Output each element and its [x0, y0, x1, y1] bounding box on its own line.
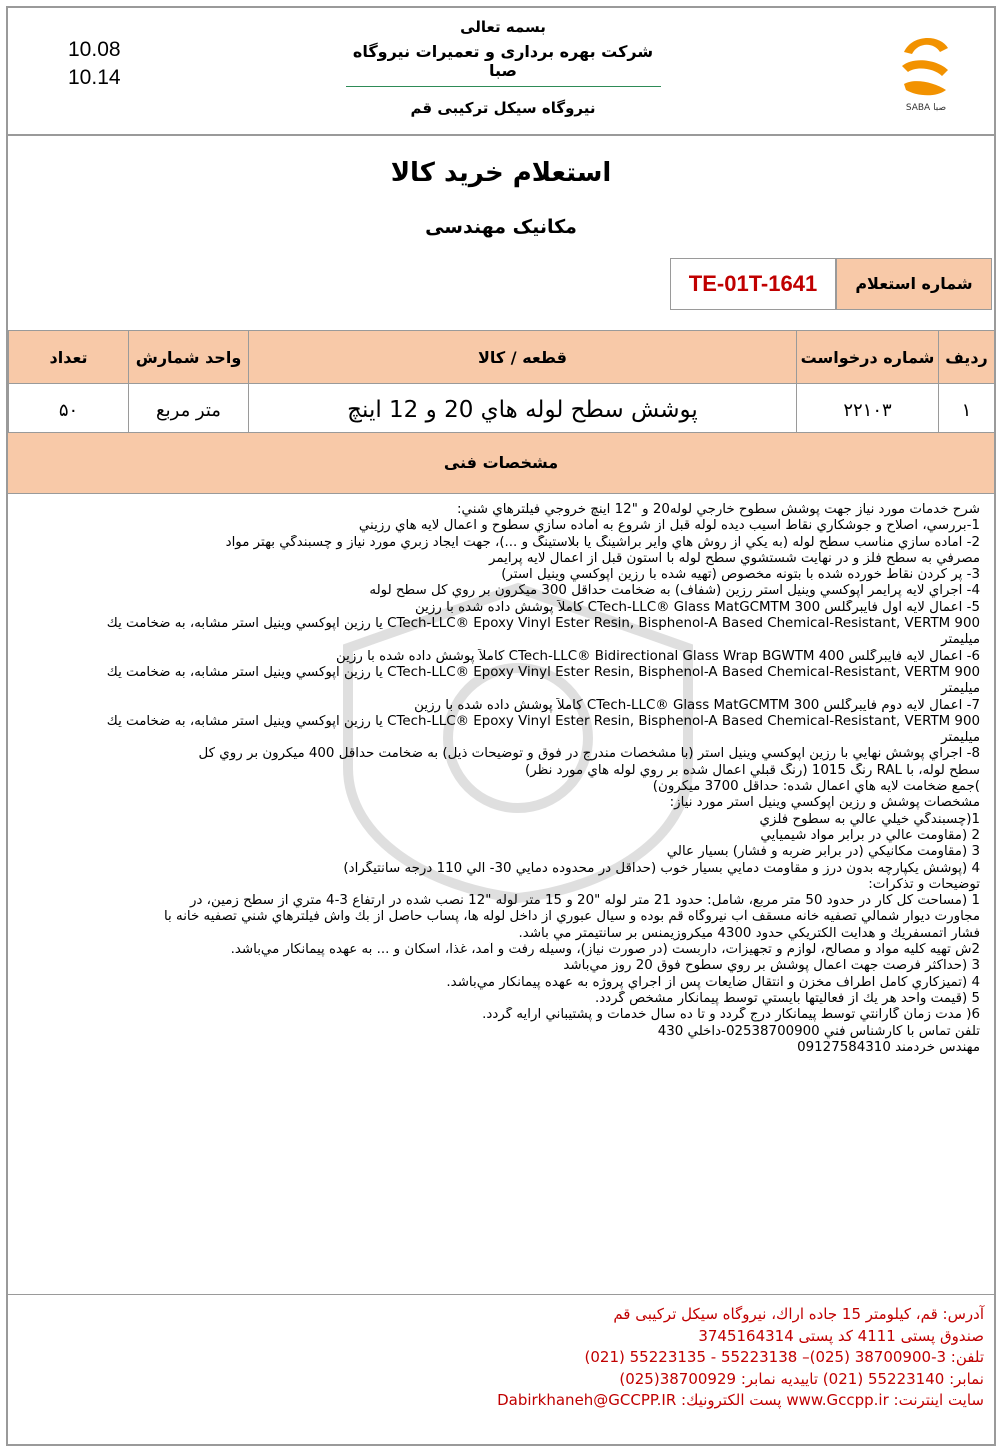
- col-header-quantity: تعداد: [9, 331, 129, 384]
- document-header: [8, 8, 994, 136]
- spec-line: 5- اعمال لايه اول فايبرگلس CTech-LLC® Glass MatGCMTM 300 كاملاً پوشش داده شده با رزين: [414, 599, 980, 615]
- col-header-item: قطعه / کالا: [249, 331, 797, 384]
- page-title: استعلام خرید کالا: [390, 158, 612, 188]
- spec-line: 4 (پوشش يكپارچه بدون درز و مقاومت دمايي بسيار خوب (حداقل در محدوده دمايي 30- الي 110 درجه سانتيگراد): [343, 860, 980, 876]
- spec-line: 6( مدت زمان گارانتي توسط پيمانكار درج گردد و تا ده سال خدمات و پشتيباني ارايه گردد.: [482, 1007, 980, 1023]
- spec-line: تلفن تماس با كارشناس فني 02538700900-داخلي 430: [657, 1023, 980, 1039]
- spec-line: 3 (حداكثر فرصت جهت اعمال پوشش بر روي سطوح فوق 20 روز مي‌باشد: [563, 958, 980, 974]
- spec-line: فشار اتمسفريك و هدايت الكتريكي حدود 4300 ميكروزيمنس بر سانتيمتر مي باشد.: [518, 925, 980, 941]
- spec-line: 4 (تميزكاري كامل اطراف مخزن و انتقال ضايعات پس از اجراي پروژه به عهده پيمانكار مي‌باشد.: [446, 974, 980, 990]
- items-table: [8, 330, 995, 437]
- spec-line: سطح لوله، با RAL رنگ 1015 (رنگ قبلي اعمال شده بر روي لوله هاي مورد نظر): [525, 762, 980, 778]
- spec-line: مصرفي به سطح فلز و در نهايت شستشوي سطح لوله با استون قبل از اعمال لايه پرايمر: [488, 550, 980, 566]
- footer-divider: [8, 1294, 994, 1295]
- footer-line: آدرس: قم، کیلومتر 15 جاده اراك، نیروگاه سیکل ترکیبی قم: [613, 1305, 984, 1323]
- spec-line: مجاورت ديوار شمالي تصفيه خانه مسقف آب نيروگاه قم بوده و سيال عبوري از داخل لوله ها، پساب حاصل از بك واش فيلترهاي شني تصفيه خانه با: [163, 909, 980, 925]
- cell-request-number: ۲۲۱۰۳: [797, 384, 939, 437]
- spec-line: 2ش تهيه كليه مواد و مصالح، لوازم و تجهيزات، داربست (در صورت نياز)، وسيله رفت و آمد، غذا، اسكان و ... به عهده پيمانكار مي‌باشد.: [230, 942, 980, 958]
- spec-line: 7- اعمال لايه دوم فايبرگلس CTech-LLC® Glass MatGCMTM 300 كاملاً پوشش داده شده با رزين: [414, 697, 980, 713]
- col-header-unit: واحد شمارش: [129, 331, 249, 384]
- col-header-row-number: ردیف: [939, 331, 995, 384]
- footer-address: [208, 1304, 984, 1412]
- spec-line: توضيحات و تذكرات:: [868, 876, 980, 892]
- spec-line: 3- پر كردن نقاط خورده شده با بتونه مخصوص (تهيه شده با رزين اپوكسي وينيل استر): [501, 567, 980, 583]
- spec-line: ميليمتر: [941, 681, 980, 697]
- inquiry-number-label: شماره استعلام: [836, 258, 992, 310]
- spec-line: CTech-LLC® Epoxy Vinyl Ester Resin, Bisphenol-A Based Chemical-Resistant, VERTM 900 يا رزين اپوكسي وينيل استر مشابه، به ضخامت يك: [106, 664, 980, 680]
- form-code: 10.14: [68, 66, 121, 89]
- spec-section-title: مشخصات فنی: [8, 432, 994, 494]
- page-subtitle: مکانیک مهندسی: [425, 216, 577, 238]
- plant-name: نیروگاه سیکل ترکیبی قم: [410, 99, 596, 117]
- spec-line: 4- اجراي لايه پرايمر اپوكسي وينيل استر رزين (شفاف) به ضخامت حداقل 300 ميكرون بر روي كل سطح لوله: [369, 583, 980, 599]
- spec-line: 1 (مساحت كل كار در حدود 50 متر مربع، شامل: حدود 21 متر لوله "20 و 15 متر لوله "12 نصب شده در ارتفاع 3-4 متري از سطح زمين، در: [190, 893, 980, 909]
- inquiry-number-value: TE-01T-1641: [670, 258, 836, 310]
- col-header-request-number: شماره درخواست: [797, 331, 939, 384]
- form-codes: [68, 36, 121, 92]
- spec-line: 2 (مقاومت عالي در برابر مواد شيميايي: [760, 827, 980, 843]
- table-row: [9, 384, 995, 437]
- cell-row-number: ۱: [939, 384, 995, 437]
- spec-body: [34, 502, 980, 1056]
- saba-logo: [890, 26, 962, 116]
- table-header-row: [9, 331, 995, 384]
- footer-line: سایت اینترنت: www.Gccpp.ir پست الکترونیك: Dabirkhaneh@GCCPP.IR: [497, 1391, 984, 1409]
- spec-line: ميليمتر: [941, 632, 980, 648]
- spec-line: 1-بررسي، اصلاح و جوشكاري نقاط آسيب ديده لوله قبل از شروع به آماده سازي سطوح و اعمال لايه هاي رزيني: [358, 518, 980, 534]
- company-name: شرکت بهره برداری و تعمیرات نیروگاه صبا: [352, 42, 654, 80]
- spec-line: مشخصات پوشش و رزين اپوكسي وينيل استر مورد نياز:: [669, 795, 980, 811]
- footer-line: نمابر: 55223140 (021) تاییدیه نمابر: 38700929(025): [619, 1369, 984, 1388]
- spec-line: CTech-LLC® Epoxy Vinyl Ester Resin, Bisphenol-A Based Chemical-Resistant, VERTM 900 يا رزين اپوكسي وينيل استر مشابه، به ضخامت يك: [106, 616, 980, 632]
- spec-line: 6- اعمال لايه فايبرگلس CTech-LLC® Bidirectional Glass Wrap BGWTM 400 كاملاً پوشش داده شده با رزين: [335, 648, 980, 664]
- cell-item: پوشش سطح لوله هاي 20 و 12 اينچ: [249, 384, 797, 437]
- spec-line: 8- اجراي پوشش نهايي با رزين اپوكسي وينيل استر (با مشخصات مندرج در فوق و توضيحات ذيل) به ضخامت حداقل 400 ميكرون بر روي كل: [198, 746, 980, 762]
- bismillah-text: بسمه تعالی: [460, 18, 546, 36]
- header-divider: [346, 86, 661, 87]
- footer-line: صندوق پستی 4111 کد پستی 3745164314: [698, 1326, 984, 1345]
- spec-line: مهندس خردمند 09127584310: [797, 1039, 980, 1055]
- spec-line: 3 (مقاومت مكانيكي (در برابر ضربه و فشار) بسيار عالي: [666, 844, 980, 860]
- spec-line: ميليمتر: [941, 730, 980, 746]
- header-center: [338, 18, 668, 117]
- spec-line: )جمع ضخامت لايه هاي اعمال شده: حداقل 3700 ميكرون): [652, 779, 980, 795]
- spec-line: 2- آماده سازي مناسب سطح لوله (به يكي از روش هاي واير براشينگ يا بلاستينگ و ...)، جهت ايجاد زبري مورد نياز و چسبندگي بهتر مواد: [225, 534, 980, 550]
- spec-line: 1(چسبندگي خيلي عالي به سطوح فلزي: [759, 811, 980, 827]
- spec-line: CTech-LLC® Epoxy Vinyl Ester Resin, Bisphenol-A Based Chemical-Resistant, VERTM 900 يا رزين اپوكسي وينيل استر مشابه، به ضخامت يك: [106, 713, 980, 729]
- form-code: 10.08: [68, 38, 121, 61]
- spec-line: 5 (قيمت واحد هر يك از فعاليتها بايستي توسط پيمانكار مشخص گردد.: [594, 990, 980, 1006]
- spec-line: شرح خدمات مورد نياز جهت پوشش سطوح خارجي لوله20 و "12 اينچ خروجي فيلترهاي شني:: [457, 502, 980, 517]
- cell-unit: متر مربع: [129, 384, 249, 437]
- cell-quantity: ۵۰: [9, 384, 129, 437]
- document-frame: [6, 6, 996, 1446]
- logo-text: SABA صبا: [905, 103, 947, 113]
- footer-line: تلفن: 3-38700900 (025)– 55223138 - 55223135 (021): [584, 1348, 984, 1366]
